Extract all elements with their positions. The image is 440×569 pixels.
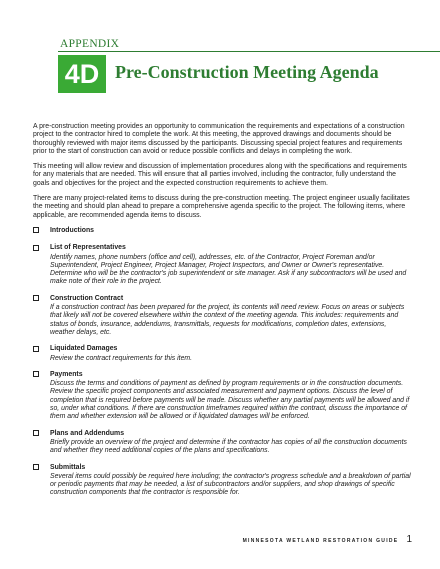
footer-label: MINNESOTA WETLAND RESTORATION GUIDE <box>242 538 399 544</box>
agenda-item <box>33 227 411 236</box>
agenda-item <box>33 371 411 422</box>
agenda-list <box>33 227 411 498</box>
intro-paragraph: A pre-construction meeting provides an opportunity to communication the requirements and expectations of a construction project to the contractor hired to complete the work. At this meeting, the approved drawings and documents should be thoroughly reviewed with major items discussed by the participants. Discussing special project features and requirements prior to the start of construction can avoid or reduce possible conflicts and delays in completing the work. <box>33 123 405 155</box>
checkbox-icon <box>33 227 39 233</box>
agenda-item-title: Payments <box>50 370 83 378</box>
header-rule <box>58 51 440 52</box>
page-title: Pre-Construction Meeting Agenda <box>115 62 379 82</box>
checkbox-icon <box>33 245 39 251</box>
agenda-item-description: If a construction contract has been prepared for the project, its contents will need review. Focus on areas or subjects that likely will not be covered elsewhere within the context of the meeting agenda. This includes: requirements and status of bonds, insurance, addendums, transmittals, requests for modifications, completion dates, extensions, weather delays, etc. <box>50 304 405 336</box>
agenda-item <box>33 345 411 363</box>
agenda-item-title: Liquidated Damages <box>50 345 118 353</box>
agenda-item-title: List of Representatives <box>50 244 126 252</box>
agenda-item-description: Briefly provide an overview of the project and determine if the contractor has copies of all the construction documents and whether they need additional copies of the plans and specifications. <box>50 438 407 455</box>
appendix-label: APPENDIX <box>60 38 120 50</box>
section-badge: 4D <box>58 55 106 93</box>
intro-paragraph: There are many project-related items to discuss during the pre-construction meeting. The project engineer usually facilitates the meeting and should plan ahead to prepare a comprehensive agenda specific to the project. The following items, where applicable, are recommended agenda items to discuss. <box>33 195 410 219</box>
page-footer <box>243 534 412 545</box>
checkbox-icon <box>33 464 39 470</box>
checkbox-icon <box>33 430 39 436</box>
checkbox-icon <box>33 295 39 301</box>
agenda-item-description: Identify names, phone numbers (office and cell), addresses, etc. of the Contractor, Project Foreman and/or Superintendent, Project Engineer, Project Manager, Project Inspectors, and Owner or Owner's representative. Determine who will be the contractor's job superintendent or site manager. Ask if any subcontractors will be used and make note of their role in the project. <box>50 253 407 286</box>
agenda-item-description: Discuss the terms and conditions of payment as defined by program requirements or in the construction documents. Review the specific project components and associated measurement and payment options. Discuss the level of completion that is required before payments will be made. Discuss whether any partial payments will be allowed and if so, under what conditions. If there are construction timeframes required within the contract, discuss the importance of them and whether extension will be allowed or if liquidated damages will be enforced. <box>50 380 410 421</box>
checkbox-icon <box>33 371 39 377</box>
checkbox-icon <box>33 346 39 352</box>
agenda-item-title: Plans and Addendums <box>50 429 125 437</box>
intro-paragraph: This meeting will allow review and discussion of implementation procedures along with the specifications and requirements for any materials that are needed. This will ensure that all parties involved, including the contractor, fully understand the goals and objectives for the project and the expected construction requirements to achieve them. <box>33 163 407 187</box>
agenda-item-description: Review the contract requirements for this item. <box>50 354 193 362</box>
agenda-item <box>33 295 411 337</box>
agenda-item <box>33 244 411 286</box>
agenda-item-title: Construction Contract <box>50 294 124 302</box>
agenda-item-description: Several items could possibly be required here including; the contractor's progress schedule and a breakdown of partial or periodic payments that may be needed, a list of subcontractors and/or suppliers, and shop drawings of specific construction components that the contractor is responsible for. <box>50 472 411 497</box>
agenda-item-title: Introductions <box>50 226 95 234</box>
document-body <box>33 123 411 506</box>
page-number: 1 <box>406 534 412 545</box>
agenda-item <box>33 430 411 456</box>
agenda-item <box>33 464 411 498</box>
agenda-item-title: Submittals <box>50 463 86 471</box>
